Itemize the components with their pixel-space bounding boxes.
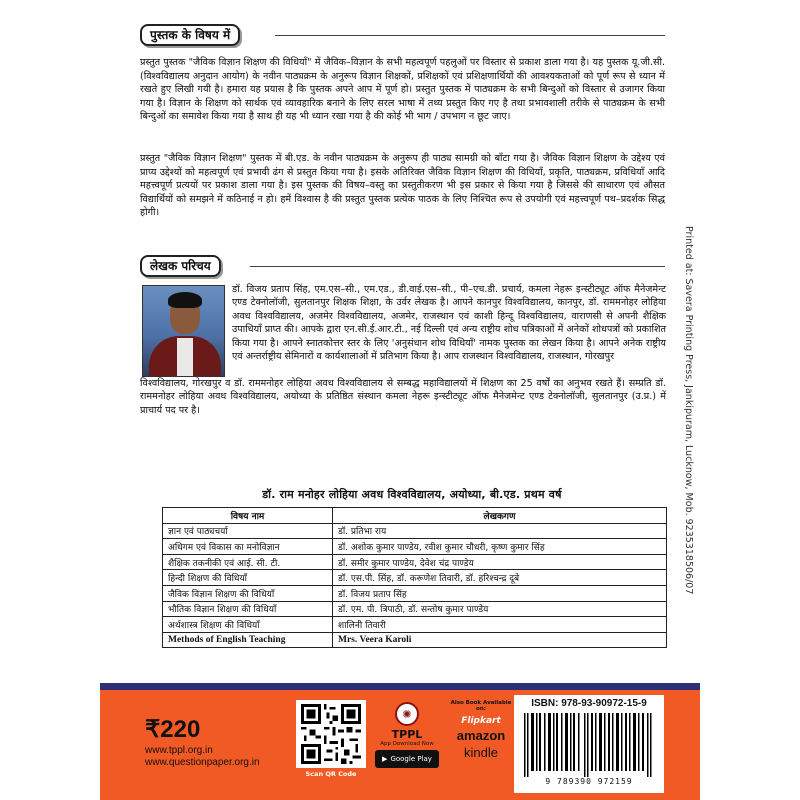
- google-play-badge[interactable]: [375, 750, 439, 768]
- store-availability: [446, 700, 516, 760]
- author-heading: लेखक परिचय: [140, 255, 221, 277]
- qr-code[interactable]: [296, 700, 366, 768]
- isbn-label: ISBN: 978-93-90972-15-9: [531, 698, 647, 709]
- subject-cell: अर्थशास्त्र शिक्षण की विधियाँ: [163, 617, 333, 633]
- author-bio-upper: डॉ. विजय प्रताप सिंह, एम.एस–सी., एम.एड., डी.वाई.एस–सी., पी–एच.डी. प्रचार्य, कमला नेहरू इन्स्टीट्यूट ऑफ मैनेजमेन्ट एण्ड टेक्नोलॉजी, सुलतानपुर शिक्षक शिक्षा, के उर्वर लेखक है। आपने कानपुर विश्वविद्यालय, कानपुर, डॉ. राममनोहर लोहिया अवध विश्वविद्यालय, अजमेर विश्वविद्यालय, अजमेर, राजस्थान एवं काशी हिन्दू विश्वविद्यालय, वाराणसी से अपनी शैक्षिक उपाधियाँ प्राप्त की। आपके द्वारा एन.सी.ई.आर.टी., नई दिल्ली एवं अन्य राष्ट्रीय शोध पत्रिकाओं में अनेकों शोधपत्रों को प्रकाशित किया गया है। आपने स्नातकोत्तर स्तर के लिए 'अनुसंधान शोध विधियाँ' नामक पुस्तक का लेखन किया है। आपने अनेक राष्ट्रीय एवं अन्तर्राष्ट्रीय सेमिनारों व कार्यशालाओं में प्रतिभाग किया है। आप राजस्थान विश्वविद्यालय, राजस्थान, गोरखपुर: [232, 284, 666, 363]
- table-row: [163, 539, 667, 555]
- table-row: [163, 585, 667, 601]
- table-row: [163, 601, 667, 617]
- table-title: डॉ. राम मनोहर लोहिया अवध विश्वविद्यालय, अयोध्या, बी.एड. प्रथम वर्ष: [262, 488, 562, 501]
- divider: [250, 266, 665, 267]
- author-bio-lower: विश्वविद्यालय, गोरखपुर व डॉ. राममनोहर लोहिया अवध विश्वविद्यालय से सम्बद्ध महाविद्यालयों में शिक्षण का 25 वर्षों का अनुभव रखते हैं। सम्प्रति डॉ. राममनोहर लोहिया अवध विश्वविद्यालय, अयोध्या के प्रतिष्ठित संस्थान कमला नेहरू इन्स्टीट्यूट ऑफ मैनेजमेन्ट एण्ड टेक्नोलॉजी, सुलतानपुर (उ.प्र.) में प्राचार्य पद पर है।: [140, 378, 666, 416]
- website-link[interactable]: www.questionpaper.org.in: [145, 757, 260, 768]
- flipkart-logo[interactable]: Flipkart: [461, 716, 501, 726]
- qr-caption: Scan QR Code: [305, 770, 357, 778]
- footer-accent-bar: [100, 683, 700, 690]
- subject-cell: ज्ञान एवं पाठ्यचर्या: [163, 523, 333, 539]
- tppl-download-text: App Download Now: [380, 741, 434, 747]
- qr-code-icon: [300, 704, 362, 764]
- authors-cell: डॉ. प्रतिभा राय: [333, 523, 667, 539]
- authors-cell: डॉ. एम. पी. त्रिपाठी, डॉ. सन्तोष कुमार पाण्डेय: [333, 601, 667, 617]
- authors-cell: Mrs. Veera Karoli: [333, 632, 667, 648]
- google-play-label: Google Play: [390, 755, 432, 763]
- website-link[interactable]: www.tppl.org.in: [145, 745, 213, 756]
- tppl-name: TPPL: [391, 728, 423, 741]
- kindle-logo[interactable]: kindle: [464, 745, 498, 760]
- table-row: [163, 554, 667, 570]
- isbn-block: [514, 695, 664, 793]
- play-icon: ▶: [382, 755, 388, 763]
- about-paragraph-1: प्रस्तुत पुस्तक "जैविक विज्ञान शिक्षण की विधियाँ" में जैविक–विज्ञान के सभी महत्वपूर्ण पहलुओं पर विस्तार से प्रकाश डाला गया है। यह पुस्तक यू.जी.सी. (विश्वविद्यालय अनुदान आयोग) के नवीन पाठ्यक्रम के अनुरूप विज्ञान शिक्षकों, प्रशिक्षकों एवं प्रशिक्षणार्थियों की आवश्यकताओं को पूर्ण रूप से ध्यान में रखते हुए लिखी गयी है। हमारा यह प्रयास है कि पुस्तक अपने आप में पूर्ण हो। प्रस्तुत पुस्तक में पाठ्यक्रम के सभी बिन्दुओं को विस्तार से उजागर किया गया है। विज्ञान के शिक्षण को सार्थक एवं व्यावहारिक बनाने के लिए सरल भाषा में तथ्य प्रस्तुत किए गए है तथा प्रभावशाली तरीके से पाठ्यक्रम के सभी बिन्दुओं का समावेश किया गया है साथ ही यह भी ध्यान रखा गया है की कोई भी भाग / उपभाग न छूट जाए।: [140, 57, 665, 123]
- authors-cell: डॉ. विजय प्रताप सिंह: [333, 585, 667, 601]
- barcode-digits: 9 789390 972159: [545, 777, 633, 786]
- author-photo: [142, 285, 225, 377]
- authors-cell: डॉ. एस.पी. सिंह, डॉ. करूणेश तिवारी, डॉ. हरिश्चन्द्र दूबे: [333, 570, 667, 586]
- subject-cell: Methods of English Teaching: [163, 632, 333, 648]
- table-row: [163, 523, 667, 539]
- about-paragraph-2: प्रस्तुत "जैविक विज्ञान शिक्षण" पुस्तक में बी.एड. के नवीन पाठ्यक्रम के अनुरूप ही पाठ्य सामग्री को बाँटा गया है। जैविक विज्ञान शिक्षण के उद्देश्य एवं प्राप्य उद्देश्यों को महत्वपूर्ण एवं प्रभावी ढंग से प्रस्तुत किया गया है। इसके अतिरिक्त जैविक विज्ञान शिक्षण की विधियाँ, प्रकृति, पाठ्यक्रम, प्रविधियाँ आदि महत्त्वपूर्ण प्रत्ययों पर प्रकाश डाला गया है। इस पुस्तक की विषय–वस्तु का प्रस्तुतीकरण भी इस प्रकार से किया गया है जिससे की साधारण एवं औसत विद्यार्थियों को समझने में कठिनाई न हो। हमें विश्वास है की प्रस्तुत पुस्तक प्रत्येक पाठक के लिए निश्चित रूप से उपयोगी एवं महत्त्वपूर्ण पथ–प्रदर्शक सिद्ध होगी।: [140, 153, 665, 219]
- subjects-table: [162, 507, 667, 648]
- tppl-app-promo[interactable]: [372, 702, 442, 792]
- about-book-heading: पुस्तक के विषय में: [140, 24, 240, 46]
- subject-cell: जैविक विज्ञान शिक्षण की विधियाँ: [163, 585, 333, 601]
- subject-cell: अधिगम एवं विकास का मनोविज्ञान: [163, 539, 333, 555]
- website-links: [145, 745, 260, 769]
- authors-cell: डॉ. अशोक कुमार पाण्डेय, रवीश कुमार चौधरी, कृष्ण कुमार सिंह: [333, 539, 667, 555]
- subject-cell: हिन्दी शिक्षण की विधियाँ: [163, 570, 333, 586]
- table-row: [163, 570, 667, 586]
- authors-cell: डॉ. समीर कुमार पाण्डेय, देवेश चंद्र पाण्डेय: [333, 554, 667, 570]
- table-header-row: [163, 508, 667, 524]
- subject-cell: भौतिक विज्ञान शिक्षण की विधियाँ: [163, 601, 333, 617]
- header-subject: विषय नाम: [163, 508, 333, 524]
- header-authors: लेखकगण: [333, 508, 667, 524]
- amazon-logo[interactable]: amazon: [456, 728, 506, 743]
- tppl-logo-icon: ✺: [395, 702, 419, 726]
- table-row: [163, 632, 667, 648]
- authors-cell: शालिनी तिवारी: [333, 617, 667, 633]
- divider: [275, 35, 665, 36]
- subject-cell: शैक्षिक तकनीकी एवं आई. सी. टी.: [163, 554, 333, 570]
- table-row: [163, 617, 667, 633]
- available-on-label: Also Book Available on:: [450, 700, 512, 712]
- printer-credit: Printed at: Savera Printing Press, Jankipuram, Lucknow, Mob. 9235318506/07: [683, 226, 694, 595]
- price: ₹220: [145, 716, 201, 743]
- barcode-icon: [522, 713, 656, 777]
